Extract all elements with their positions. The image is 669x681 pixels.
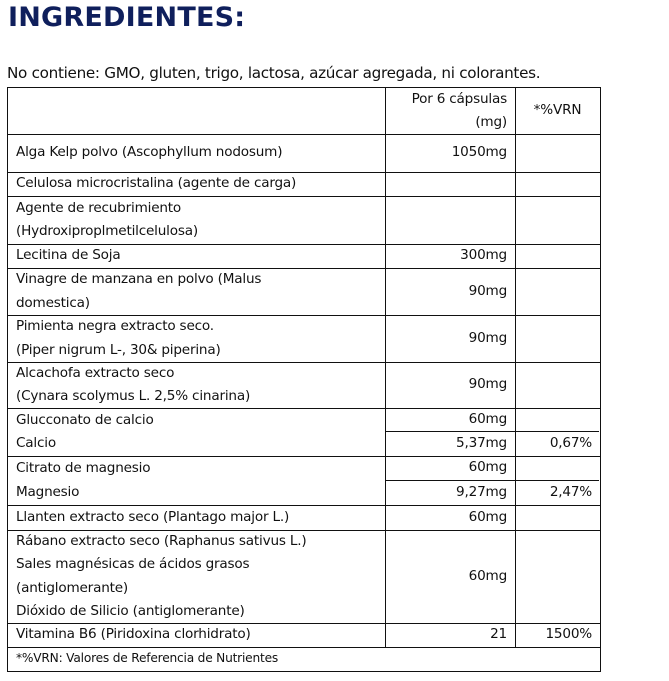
table-header-row [7, 87, 601, 135]
footnote [8, 647, 598, 671]
ingredient-line: Alga Kelp polvo (Ascophyllum nodosum) [16, 144, 283, 161]
ingredient-name [8, 172, 385, 196]
vrn-sub [516, 456, 599, 480]
vrn-sub: 2,47% [549, 484, 592, 501]
vrn-cell [515, 362, 599, 408]
ingredient-line: (Hydroxiproplmetilcelulosa) [16, 223, 198, 239]
table-row [7, 362, 601, 409]
ingredient-name [8, 456, 385, 505]
vrn-cell [515, 244, 599, 268]
amount-cell [385, 196, 515, 244]
ingredient-name [8, 505, 385, 530]
header-amount-line2: (mg) [475, 114, 507, 130]
ingredient-name [8, 196, 385, 244]
ingredient-line: Alcachofa extracto seco [16, 364, 175, 381]
ingredient-line: Rábano extracto seco (Raphanus sativus L.) [16, 532, 307, 549]
amount-cell [385, 456, 515, 505]
amount-cell: 90mg [385, 362, 515, 408]
amount-cell [385, 408, 515, 456]
vrn-cell [515, 268, 599, 315]
ingredient-line: Agente de recubrimiento [16, 199, 182, 216]
amount-cell: 90mg [385, 268, 515, 315]
vrn-cell [515, 134, 599, 172]
ingredient-line: Vinagre de manzana en polvo (Malus [16, 271, 262, 287]
ingredient-line: Magnesio [16, 483, 80, 500]
ingredient-name [8, 408, 385, 456]
ingredient-name [8, 362, 385, 408]
amount-sub: 60mg [468, 459, 507, 476]
header-amount [385, 88, 515, 134]
table-row [7, 315, 601, 363]
exclusions-note: No contiene: GMO, gluten, trigo, lactosa, azúcar agregada, ni colorantes. [7, 64, 541, 82]
vrn-cell [515, 315, 599, 362]
header-amount-line1: Por 6 cápsulas [411, 91, 507, 107]
amount-cell: 60mg [385, 505, 515, 530]
amount-cell: 1050mg [385, 134, 515, 172]
vrn-cell [515, 408, 599, 456]
header-vrn: *%VRN [515, 88, 599, 134]
ingredient-line: domestica) [16, 294, 90, 311]
amount-cell [385, 172, 515, 196]
table-row [7, 408, 601, 457]
vrn-cell [515, 196, 599, 244]
table-row [7, 134, 601, 173]
ingredient-name [8, 134, 385, 172]
header-ingredient [8, 88, 385, 134]
table-row [7, 623, 601, 648]
vrn-cell [515, 172, 599, 196]
vrn-cell [515, 530, 599, 623]
vrn-cell [515, 505, 599, 530]
ingredient-line: Llanten extracto seco (Plantago major L.) [16, 508, 290, 525]
amount-sub: 60mg [468, 411, 507, 428]
vrn-cell: 1500% [515, 623, 599, 647]
amount-cell: 60mg [385, 530, 515, 623]
ingredient-line: (antiglomerante) [16, 579, 129, 596]
table-row [7, 505, 601, 531]
ingredient-line: Dióxido de Silicio (antiglomerante) [16, 603, 245, 619]
ingredient-line: Sales magnésicas de ácidos grasos [16, 556, 250, 572]
footnote-text: *%VRN: Valores de Referencia de Nutrientes [16, 651, 279, 666]
amount-cell: 21 [385, 623, 515, 647]
vrn-sub: 0,67% [549, 435, 592, 452]
table-row [7, 268, 601, 316]
ingredient-line: Citrato de magnesio [16, 460, 151, 476]
table-row [7, 244, 601, 269]
table-row [7, 530, 601, 624]
ingredient-name [8, 268, 385, 315]
footnote-row [7, 647, 601, 672]
amount-cell: 300mg [385, 244, 515, 268]
vrn-cell [515, 456, 599, 505]
ingredient-line: Calcio [16, 435, 56, 451]
page-title: INGREDIENTES: [8, 2, 246, 33]
ingredient-line: Lecitina de Soja [16, 247, 121, 264]
ingredient-name [8, 623, 385, 647]
ingredient-name [8, 315, 385, 362]
ingredient-line: (Piper nigrum L-, 30& piperina) [16, 341, 221, 358]
table-row [7, 196, 601, 245]
ingredient-line: Vitamina B6 (Piridoxina clorhidrato) [16, 626, 251, 643]
ingredient-line: Celulosa microcristalina (agente de carga) [16, 175, 297, 192]
table-row [7, 456, 601, 506]
amount-cell: 90mg [385, 315, 515, 362]
ingredient-name [8, 244, 385, 268]
ingredient-line: Glucconato de calcio [16, 411, 154, 428]
vrn-sub [516, 408, 599, 432]
ingredient-name [8, 530, 385, 623]
amount-sub: 9,27mg [456, 484, 507, 501]
table-row [7, 172, 601, 197]
amount-sub: 5,37mg [456, 435, 507, 452]
ingredient-line: (Cynara scolymus L. 2,5% cinarina) [16, 388, 251, 404]
ingredient-line: Pimienta negra extracto seco. [16, 318, 214, 334]
